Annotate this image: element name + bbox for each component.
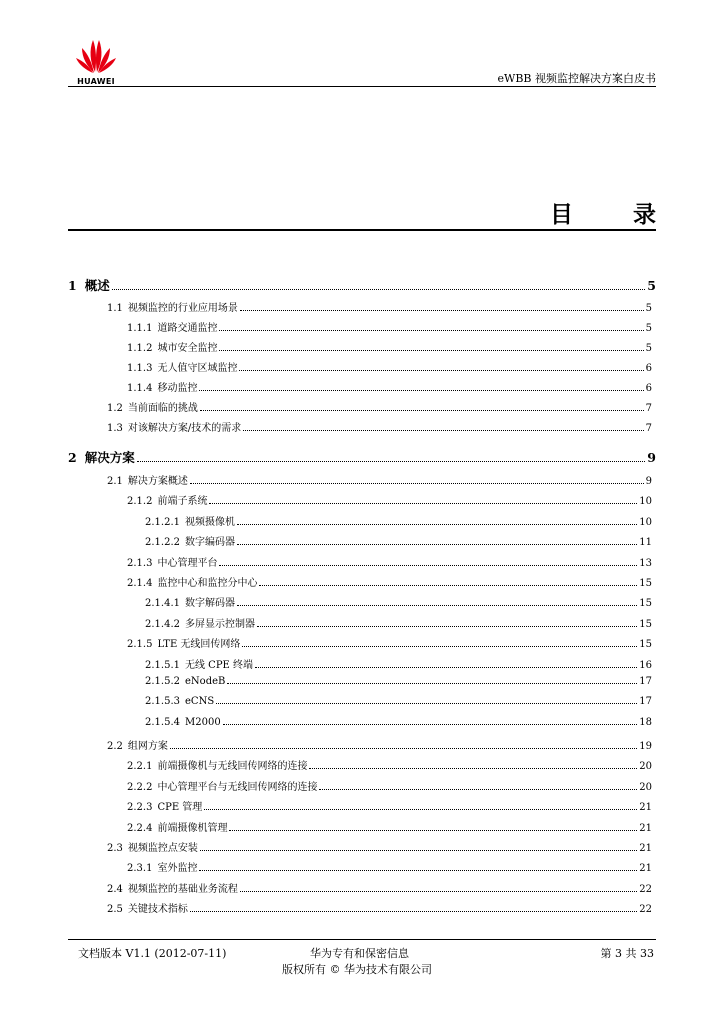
toc-entry-page: 5 xyxy=(647,278,656,293)
toc-entry-number: 2.2.1 xyxy=(127,761,153,772)
toc-entry-title: 前端摄像机与无线回传网络的连接 xyxy=(157,761,308,772)
toc-dot-leader xyxy=(319,789,637,790)
toc-entry[interactable] xyxy=(127,492,652,507)
toc-entry-title: 组网方案 xyxy=(127,741,168,752)
toc-entry-page: 17 xyxy=(639,676,652,687)
toc-entry[interactable] xyxy=(127,574,652,589)
toc-entry[interactable] xyxy=(107,737,652,752)
toc-entry-title: eNodeB xyxy=(185,676,226,687)
toc-entry-page: 15 xyxy=(639,598,652,609)
toc-entry-page: 18 xyxy=(639,717,652,728)
toc-entry-page: 22 xyxy=(639,884,652,895)
toc-dot-leader xyxy=(209,503,637,504)
toc-entry-number: 2.5 xyxy=(107,904,123,915)
toc-dot-leader xyxy=(255,667,637,668)
toc-entry-number: 2.2.2 xyxy=(127,782,153,793)
toc-entry-page: 5 xyxy=(645,323,652,334)
huawei-logo xyxy=(68,38,124,88)
toc-entry-number: 2.3 xyxy=(107,843,123,854)
toc-dot-leader xyxy=(309,768,637,769)
toc-dot-leader xyxy=(199,390,643,391)
toc-entry-page: 19 xyxy=(639,741,652,752)
toc-entry-number: 2.1.2 xyxy=(127,496,153,507)
toc-dot-leader xyxy=(240,891,637,892)
toc-entry-page: 17 xyxy=(639,696,652,707)
toc-entry-title: 数字解码器 xyxy=(185,598,235,609)
toc-dot-leader xyxy=(219,350,643,351)
toc-entry-number: 2.3.1 xyxy=(127,863,153,874)
toc-entry[interactable] xyxy=(145,594,652,609)
toc-dot-leader xyxy=(239,370,643,371)
toc-entry-title: CPE 管理 xyxy=(157,802,203,813)
toc-dot-leader xyxy=(259,585,637,586)
toc-entry-number: 2.1.4.1 xyxy=(145,598,180,609)
toc-entry-title: 视频监控的行业应用场景 xyxy=(127,303,238,314)
toc-entry[interactable] xyxy=(145,656,652,671)
toc-dot-leader xyxy=(237,605,637,606)
toc-entry-number: 1 xyxy=(68,278,77,293)
toc-dot-leader xyxy=(237,524,637,525)
toc-entry-number: 2.2.4 xyxy=(127,823,153,834)
toc-entry-title: 概述 xyxy=(84,278,110,293)
toc-entry-number: 2.1.5.2 xyxy=(145,676,180,687)
toc-entry-title: 前端子系统 xyxy=(157,496,208,507)
toc-entry-title: 移动监控 xyxy=(157,383,198,394)
toc-entry-number: 2.2.3 xyxy=(127,802,153,813)
toc-entry-title: 当前面临的挑战 xyxy=(127,403,198,414)
toc-entry[interactable] xyxy=(68,448,656,466)
toc-dot-leader xyxy=(190,911,637,912)
toc-dot-leader xyxy=(243,430,643,431)
toc-entry-page: 7 xyxy=(645,423,652,434)
toc-entry-title: eCNS xyxy=(185,696,215,707)
toc-entry-page: 22 xyxy=(639,904,652,915)
toc-entry[interactable] xyxy=(127,359,652,374)
toc-entry-number: 2.1.2.1 xyxy=(145,517,180,528)
toc-entry[interactable] xyxy=(127,859,652,874)
toc-heading-divider xyxy=(68,229,656,231)
toc-dot-leader xyxy=(190,483,644,484)
toc-entry-title: 中心管理平台 xyxy=(157,558,218,569)
toc-entry-number: 1.1.4 xyxy=(127,383,153,394)
toc-entry-title: 无线 CPE 终端 xyxy=(185,660,254,671)
toc-entry-title: 多屏显示控制器 xyxy=(185,619,255,630)
toc-dot-leader xyxy=(227,683,637,684)
toc-entry-page: 21 xyxy=(639,863,652,874)
toc-dot-leader xyxy=(199,870,637,871)
toc-entry-title: 解决方案概述 xyxy=(127,476,188,487)
toc-entry-number: 2.4 xyxy=(107,884,123,895)
toc-entry-title: 城市安全监控 xyxy=(157,343,218,354)
toc-entry-title: 中心管理平台与无线回传网络的连接 xyxy=(157,782,318,793)
toc-entry-title: 监控中心和监控分中心 xyxy=(157,578,258,589)
toc-dot-leader xyxy=(237,544,637,545)
toc-entry-page: 10 xyxy=(639,496,652,507)
toc-dot-leader xyxy=(240,310,644,311)
toc-entry-number: 2.1.3 xyxy=(127,558,153,569)
toc-entry-title: 数字编码器 xyxy=(185,537,235,548)
toc-entry[interactable] xyxy=(107,900,652,915)
toc-entry[interactable] xyxy=(107,880,652,895)
toc-dot-leader xyxy=(137,461,646,462)
toc-entry-page: 5 xyxy=(645,303,652,314)
toc-entry-title: 解决方案 xyxy=(84,450,135,465)
toc-entry[interactable] xyxy=(107,839,652,854)
toc-entry-number: 2.1.4 xyxy=(127,578,153,589)
toc-entry-title: 前端摄像机管理 xyxy=(157,823,228,834)
toc-dot-leader xyxy=(200,410,644,411)
toc-dot-leader xyxy=(257,626,637,627)
toc-entry-number: 1.1 xyxy=(107,303,123,314)
toc-entry-page: 13 xyxy=(639,558,652,569)
toc-entry[interactable] xyxy=(127,554,652,569)
footer-version: 文档版本 V1.1 (2012-07-11) xyxy=(78,947,227,960)
toc-dot-leader xyxy=(219,565,637,566)
page-header xyxy=(68,38,656,90)
toc-entry[interactable] xyxy=(107,399,652,414)
toc-entry-title: LTE 无线回传网络 xyxy=(157,639,241,650)
toc-entry[interactable] xyxy=(127,319,652,334)
toc-entry[interactable] xyxy=(127,798,652,813)
document-title: eWBB 视频监控解决方案白皮书 xyxy=(497,72,656,85)
footer-divider xyxy=(68,939,656,940)
toc-entry-number: 1.1.1 xyxy=(127,323,153,334)
toc-entry-title: 关键技术指标 xyxy=(127,904,188,915)
toc-entry-number: 2.1.4.2 xyxy=(145,619,180,630)
toc-entry[interactable] xyxy=(68,276,656,294)
toc-dot-leader xyxy=(200,850,637,851)
toc-entry-page: 9 xyxy=(647,450,656,465)
toc-entry-title: 对该解决方案/技术的需求 xyxy=(127,423,242,434)
toc-entry[interactable] xyxy=(145,513,652,528)
toc-dot-leader xyxy=(170,748,637,749)
toc-entry-title: 道路交通监控 xyxy=(157,323,218,334)
toc-entry[interactable] xyxy=(127,379,652,394)
toc-entry[interactable] xyxy=(145,533,652,548)
huawei-petal-icon xyxy=(76,38,116,74)
toc-dot-leader xyxy=(204,809,637,810)
toc-entry-page: 5 xyxy=(645,343,652,354)
toc-entry-page: 20 xyxy=(639,761,652,772)
toc-entry-page: 21 xyxy=(639,802,652,813)
toc-entry-number: 2.1.5.4 xyxy=(145,717,180,728)
toc-entry[interactable] xyxy=(127,635,652,650)
toc-entry-number: 1.1.2 xyxy=(127,343,153,354)
toc-entry-page: 20 xyxy=(639,782,652,793)
footer-page-info: 第 3 共 33 xyxy=(600,947,654,960)
toc-dot-leader xyxy=(229,830,637,831)
toc-entry-page: 9 xyxy=(645,476,652,487)
toc-entry-page: 15 xyxy=(639,578,652,589)
toc-entry[interactable] xyxy=(145,696,652,707)
toc-dot-leader xyxy=(112,289,646,290)
toc-entry[interactable] xyxy=(145,717,652,728)
toc-entry-page: 16 xyxy=(639,660,652,671)
toc-entry-title: 视频监控的基础业务流程 xyxy=(127,884,238,895)
footer-copyright: 版权所有 © 华为技术有限公司 xyxy=(282,963,432,976)
toc-entry-number: 2.1.2.2 xyxy=(145,537,180,548)
toc-entry-page: 6 xyxy=(645,383,652,394)
logo-text: HUAWEI xyxy=(77,77,115,86)
toc-entry-title: 室外监控 xyxy=(157,863,198,874)
toc-entry-page: 21 xyxy=(639,823,652,834)
toc-entry-title: 无人值守区域监控 xyxy=(157,363,238,374)
toc-entry[interactable] xyxy=(127,819,652,834)
toc-entry-number: 2.1.5 xyxy=(127,639,153,650)
toc-dot-leader xyxy=(223,724,638,725)
toc-dot-leader xyxy=(216,703,637,704)
toc-entry[interactable] xyxy=(107,419,652,434)
toc-entry-page: 6 xyxy=(645,363,652,374)
toc-entry-title: 视频摄像机 xyxy=(185,517,235,528)
toc-entry-page: 11 xyxy=(639,537,652,548)
toc-entry-number: 1.1.3 xyxy=(127,363,153,374)
toc-dot-leader xyxy=(242,646,637,647)
footer-confidential: 华为专有和保密信息 xyxy=(310,947,409,960)
toc-entry-number: 1.2 xyxy=(107,403,123,414)
toc-entry-page: 15 xyxy=(639,639,652,650)
toc-entry-title: 视频监控点安装 xyxy=(127,843,198,854)
toc-entry-page: 21 xyxy=(639,843,652,854)
toc-entry-number: 2.1 xyxy=(107,476,123,487)
toc-entry[interactable] xyxy=(127,339,652,354)
toc-entry-number: 2.2 xyxy=(107,741,123,752)
header-divider xyxy=(68,86,656,87)
toc-entry-title: M2000 xyxy=(185,717,221,728)
toc-entry-number: 2.1.5.1 xyxy=(145,660,180,671)
toc-entry-number: 1.3 xyxy=(107,423,123,434)
toc-entry[interactable] xyxy=(107,472,652,487)
toc-entry-number: 2 xyxy=(68,450,77,465)
toc-dot-leader xyxy=(219,330,643,331)
toc-entry[interactable] xyxy=(127,757,652,772)
toc-entry[interactable] xyxy=(145,676,652,687)
toc-entry[interactable] xyxy=(127,778,652,793)
toc-entry[interactable] xyxy=(107,299,652,314)
toc-entry[interactable] xyxy=(145,615,652,630)
toc-entry-page: 7 xyxy=(645,403,652,414)
toc-entry-number: 2.1.5.3 xyxy=(145,696,180,707)
toc-heading: 目 录 xyxy=(549,202,682,228)
toc-entry-page: 10 xyxy=(639,517,652,528)
toc-entry-page: 15 xyxy=(639,619,652,630)
